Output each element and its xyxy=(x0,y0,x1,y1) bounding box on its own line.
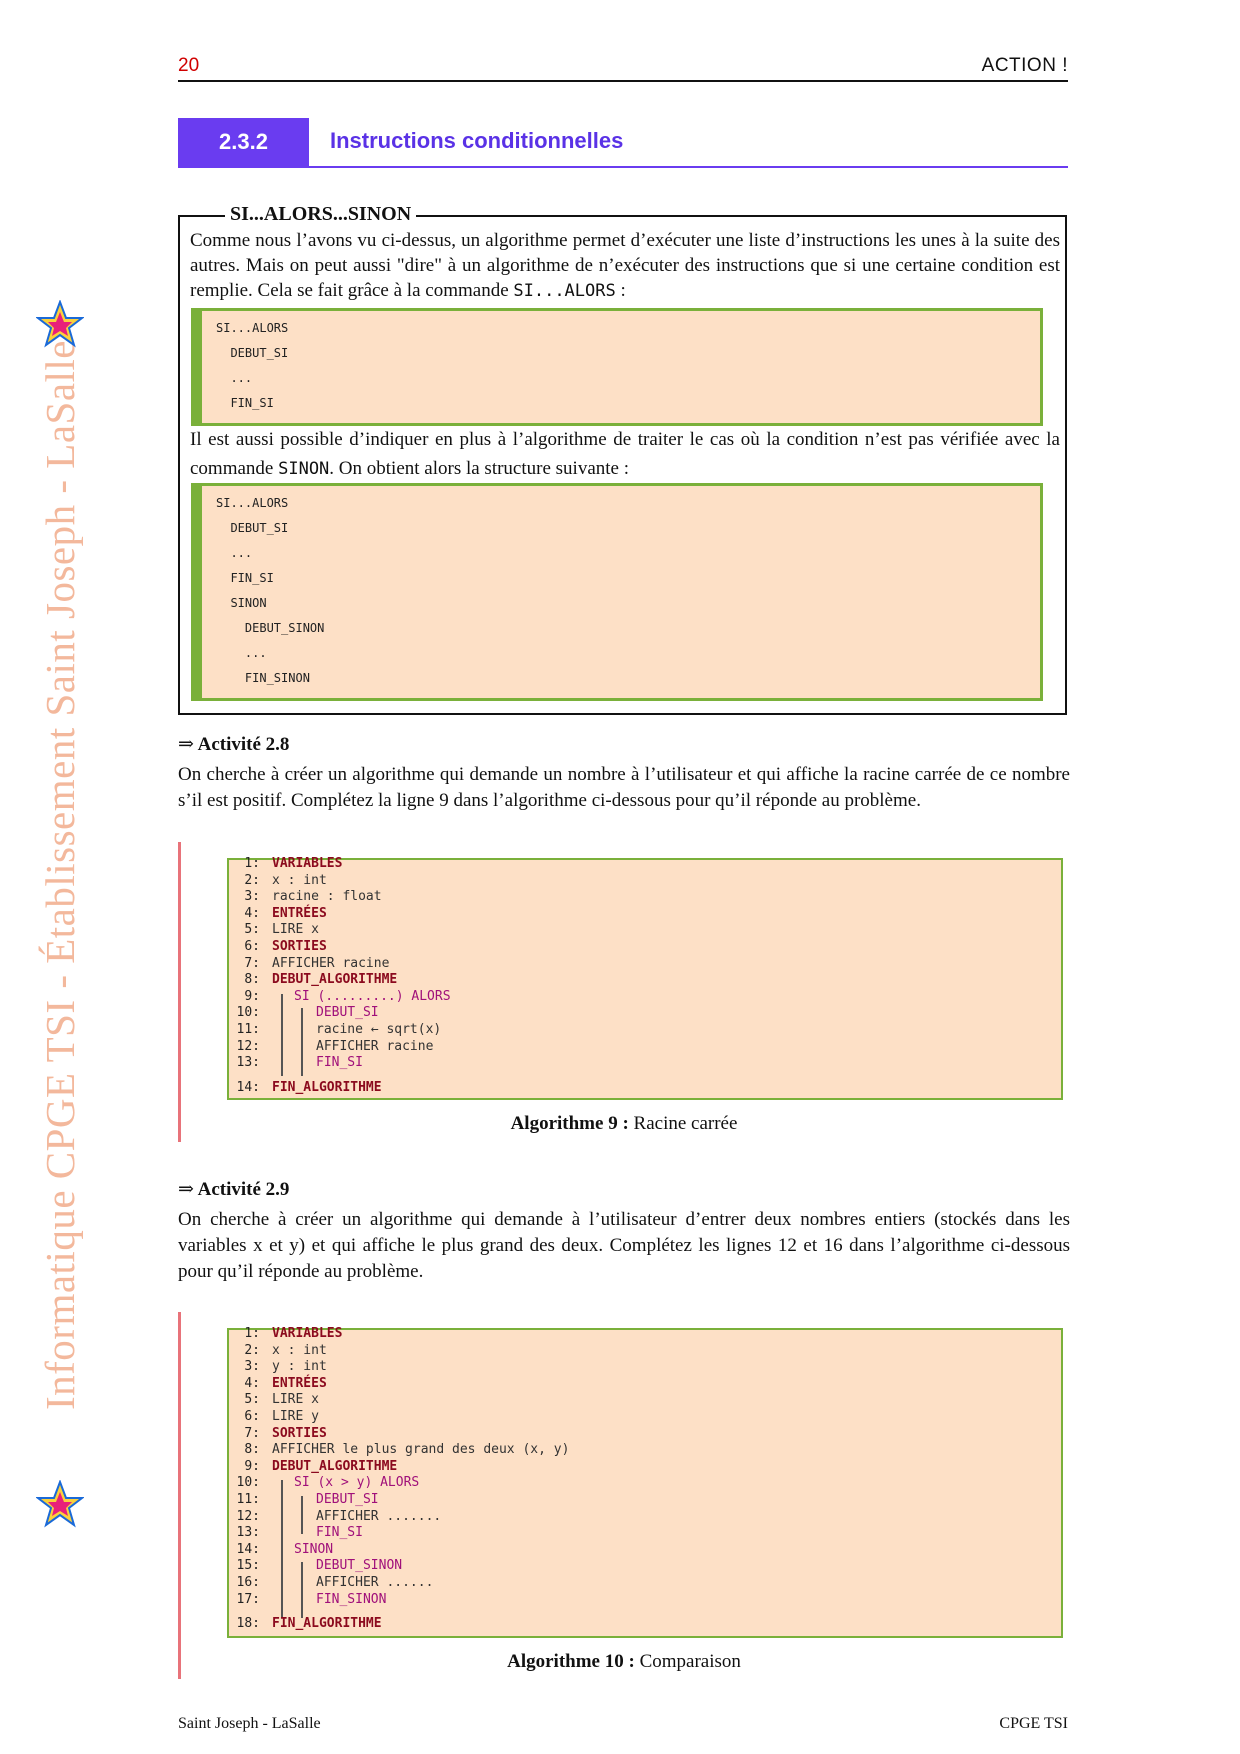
line-number: 7: xyxy=(244,1425,260,1441)
algorithm-line: AFFICHER racine xyxy=(316,1038,434,1054)
line-number: 6: xyxy=(244,939,260,954)
algorithm-line: LIRE x xyxy=(272,922,319,938)
line-number: 10: xyxy=(236,1005,260,1021)
school-logo-icon xyxy=(36,300,84,348)
algorithm-line: FIN_SI xyxy=(316,1055,363,1071)
line-number: 9: xyxy=(244,988,260,1004)
line-number: 1: xyxy=(244,856,260,871)
line-number: 15: xyxy=(236,1558,260,1574)
algorithm-caption: Algorithme 9 : Racine carrée xyxy=(510,1113,738,1134)
line-number: 6: xyxy=(244,1409,260,1424)
line-number: 9: xyxy=(244,1458,260,1474)
activity-text: On cherche à créer un algorithme qui demande un nombre à l’utilisateur et qui affiche la racine carrée de ce nombre s’il est positif. Complétez la ligne 9 dans l’algorithme ci-dessous pour qu’il réponde au problème. xyxy=(178,764,1070,811)
code-line: DEBUT_SI xyxy=(216,521,289,535)
footer-left: Saint Joseph - LaSalle xyxy=(178,1715,321,1732)
code-line: SI...ALORS xyxy=(216,321,289,335)
school-logo-icon xyxy=(36,1480,84,1528)
line-number: 3: xyxy=(244,889,260,905)
algorithm-line: FIN_SINON xyxy=(316,1591,387,1607)
indent-bar xyxy=(281,1480,283,1618)
line-number: 16: xyxy=(236,1575,260,1590)
line-number: 18: xyxy=(236,1616,260,1632)
code-line: FIN_SINON xyxy=(216,671,310,685)
line-number: 17: xyxy=(236,1591,260,1607)
line-number: 4: xyxy=(244,905,260,921)
code-line: DEBUT_SI xyxy=(216,346,289,360)
line-number: 12: xyxy=(236,1038,260,1054)
algorithm-line: racine ← sqrt(x) xyxy=(316,1022,442,1037)
line-number: 14: xyxy=(236,1541,260,1557)
algorithm-line: AFFICHER ...... xyxy=(316,1575,434,1590)
algorithm-margin-bar xyxy=(178,842,181,1142)
algorithm-line: DEBUT_SINON xyxy=(316,1558,403,1574)
algorithm-line: VARIABLES xyxy=(272,856,343,871)
code-block-si-alors-sinon xyxy=(191,483,1043,701)
algorithm-line: LIRE y xyxy=(272,1409,319,1424)
algorithm-caption: Algorithme 10 : Comparaison xyxy=(507,1651,741,1672)
box-title: SI...ALORS...SINON xyxy=(225,203,416,226)
algorithm-line: racine : float xyxy=(272,889,382,905)
line-number: 10: xyxy=(236,1475,260,1491)
code-line: FIN_SI xyxy=(216,396,274,410)
section-number: 2.3.2 xyxy=(178,118,309,166)
footer-right: CPGE TSI xyxy=(999,1715,1068,1732)
activity-heading: ⇒ Activité 2.9 xyxy=(178,1179,290,1200)
line-number: 8: xyxy=(244,1442,260,1458)
activity-heading: ⇒ Activité 2.8 xyxy=(178,734,290,755)
algorithm-line: AFFICHER racine xyxy=(272,955,390,971)
box-paragraph-1: Comme nous l’avons vu ci-dessus, un algorithme permet d’exécuter une liste d’instructions les unes à la suite des autres. Mais on peut aussi "dire" à un algorithme de n’exécuter des instructions que si une certaine condition est remplie. Cela se fait grâce à la commande SI...ALORS : xyxy=(190,230,1060,301)
algorithm-line: VARIABLES xyxy=(272,1326,343,1341)
indent-bar xyxy=(281,994,283,1076)
algorithm-line: SI (.........) ALORS xyxy=(294,988,451,1004)
algorithm-line: FIN_ALGORITHME xyxy=(272,1079,382,1095)
line-number: 3: xyxy=(244,1359,260,1375)
watermark: Informatique CPGE TSI - Établissement Saint Joseph - LaSalle xyxy=(37,339,83,1411)
algorithm-line: FIN_ALGORITHME xyxy=(272,1616,382,1632)
activity-text: On cherche à créer un algorithme qui demande à l’utilisateur d’entrer deux nombres entiers (stockés dans les variables x et y) et qui affiche le plus grand des deux. Complétez les lignes 12 et 16 dans l’algorithme ci-dessous pour qu’il réponde au problème. xyxy=(178,1209,1070,1282)
algorithm-line: DEBUT_ALGORITHME xyxy=(272,1458,398,1474)
header-rule xyxy=(178,80,1068,82)
algorithm-line: SINON xyxy=(294,1541,334,1557)
line-number: 13: xyxy=(236,1055,260,1071)
line-number: 14: xyxy=(236,1079,260,1095)
section-rule xyxy=(178,166,1068,168)
section-title: Instructions conditionnelles xyxy=(330,128,624,153)
code-line: ... xyxy=(216,546,253,560)
line-number: 2: xyxy=(244,1342,260,1358)
line-number: 4: xyxy=(244,1375,260,1391)
code-line: DEBUT_SINON xyxy=(216,621,325,635)
line-number: 7: xyxy=(244,955,260,971)
algorithm-line: SI (x > y) ALORS xyxy=(294,1475,420,1491)
code-line: SI...ALORS xyxy=(216,496,289,510)
algorithm-line: DEBUT_SI xyxy=(316,1005,379,1021)
code-line: SINON xyxy=(216,596,267,610)
algorithm-line: LIRE x xyxy=(272,1392,319,1408)
line-number: 5: xyxy=(244,922,260,938)
algorithm-margin-bar xyxy=(178,1312,181,1679)
algorithm-line: AFFICHER ....... xyxy=(316,1508,442,1524)
indent-bar xyxy=(301,1562,303,1618)
algorithm-line: SORTIES xyxy=(272,1425,327,1441)
algorithm-line: x : int xyxy=(272,872,327,888)
algorithm-line: ENTRÉES xyxy=(272,1375,327,1391)
code-block-si-alors xyxy=(191,308,1043,426)
indent-bar xyxy=(301,1496,303,1534)
box-paragraph-2: Il est aussi possible d’indiquer en plus à l’algorithme de traiter le cas où la condition n’est pas vérifiée avec la commande SINON. On obtient alors la structure suivante : xyxy=(190,429,1060,479)
code-line: ... xyxy=(216,646,267,660)
algorithm-line: DEBUT_SI xyxy=(316,1492,379,1507)
line-number: 8: xyxy=(244,972,260,988)
line-number: 2: xyxy=(244,872,260,888)
code-line: ... xyxy=(216,371,253,385)
indent-bar xyxy=(301,1008,303,1076)
algorithm-line: SORTIES xyxy=(272,939,327,954)
running-header: ACTION ! xyxy=(981,55,1068,76)
line-number: 12: xyxy=(236,1508,260,1524)
algorithm-line: ENTRÉES xyxy=(272,905,327,921)
line-number: 13: xyxy=(236,1525,260,1541)
algorithm-line: AFFICHER le plus grand des deux (x, y) xyxy=(272,1442,570,1458)
algorithm-line: DEBUT_ALGORITHME xyxy=(272,972,398,988)
line-number: 11: xyxy=(236,1492,260,1507)
algorithm-line: FIN_SI xyxy=(316,1525,363,1541)
algorithm-line: y : int xyxy=(272,1359,327,1375)
line-number: 5: xyxy=(244,1392,260,1408)
line-number: 1: xyxy=(244,1326,260,1341)
algorithm-line: x : int xyxy=(272,1342,327,1358)
line-number: 11: xyxy=(236,1022,260,1037)
page-number: 20 xyxy=(178,55,200,76)
code-line: FIN_SI xyxy=(216,571,274,585)
